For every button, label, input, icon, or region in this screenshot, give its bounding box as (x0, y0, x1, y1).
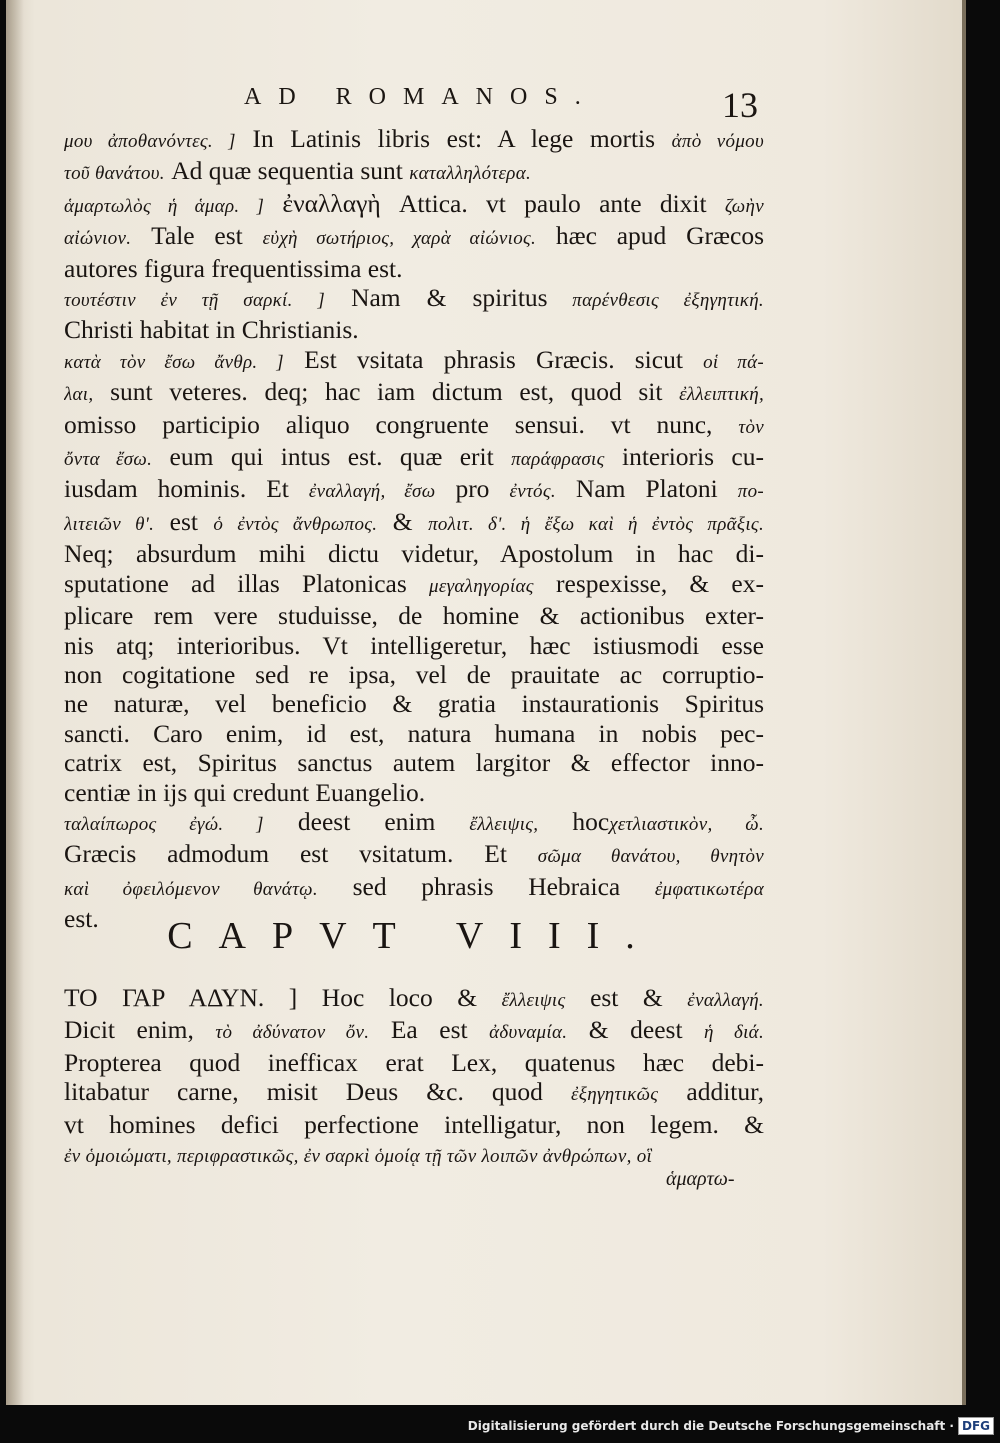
text-line (64, 1015, 764, 1047)
latin-text: ΤΟ ΓΑΡ ΑΔΥΝ. ] Hoc loco & (64, 983, 502, 1012)
latin-text: omisso participio aliquo congruente sensui. vt nunc, (64, 409, 739, 439)
latin-text: Nam & spiritus (325, 283, 548, 313)
latin-text: litabatur carne, misit Deus &c. quod (64, 1077, 572, 1107)
latin-text: Christi habitat in Christianis. (64, 315, 359, 345)
text-line (64, 839, 764, 871)
chapter-title: CAPVT VIII. (167, 915, 661, 957)
latin-text: hæc apud Græcos (536, 221, 764, 251)
latin-text: eum qui intus est. quæ erit (152, 442, 512, 472)
digitization-footer (468, 1415, 994, 1437)
text-line (64, 872, 764, 904)
page-number: 13 (722, 85, 758, 125)
latin-text: sunt veteres. deq; hac iam dictum est, quod sit (93, 377, 680, 407)
greek-text: τὸν (738, 416, 764, 438)
text-line (64, 689, 764, 718)
greek-text: χετλιαστικὸν, ὦ. (609, 813, 764, 835)
latin-text: ne naturæ, vel beneficio & gratia instaurationis Spiritus (64, 689, 764, 719)
dfg-logo: DFG (958, 1417, 994, 1435)
latin-text: Tale est (131, 221, 263, 251)
latin-text: iusdam hominis. Et (64, 474, 309, 504)
text-line (64, 601, 764, 630)
catchword: ἁμαρτω- (666, 1168, 735, 1190)
latin-text: vt homines defici perfectione intelligatur, non legem. & (64, 1109, 764, 1139)
latin-text: ἐναλλαγὴ Attica. vt paulo ante dixit (264, 188, 725, 218)
greek-text: λιτειῶν θ'. (64, 513, 155, 535)
latin-text: Propterea quod inefficax erat Lex, quatenus hæc debi- (64, 1047, 764, 1077)
latin-text: & deest (567, 1015, 705, 1045)
greek-text: κατὰ τὸν ἔσω ἄνθρ. ] (64, 351, 284, 373)
running-head: AD ROMANOS. (244, 84, 598, 110)
footer-credit: Digitalisierung gefördert durch die Deutsche Forschungsgemeinschaft · (467, 1419, 954, 1433)
latin-text: Ad quæ sequentia sunt (164, 156, 410, 186)
text-line (64, 345, 764, 377)
greek-text: ζωὴν (724, 195, 764, 217)
latin-text: respexisse, & ex- (533, 568, 764, 598)
latin-text: interioris cu- (604, 442, 764, 472)
latin-text: nis atq; interioribus. Vt intelligeretur, hæc istiusmodi esse (64, 630, 764, 660)
text-line (64, 474, 764, 506)
greek-text: παρένθεσις ἐξηγητική. (547, 290, 764, 312)
latin-text: & (377, 506, 429, 536)
text-line (64, 189, 764, 221)
text-line (64, 1048, 764, 1077)
latin-text: deest enim (263, 806, 470, 836)
latin-text: plicare rem vere studuisse, de homine & actionibus exter- (64, 601, 764, 631)
text-line (64, 1077, 764, 1109)
latin-text: autores figura frequentissima est. (64, 253, 403, 283)
text-line (64, 410, 764, 442)
text-line (64, 221, 764, 253)
latin-text: Nam Platoni (555, 474, 738, 504)
greek-text: καὶ ὀφειλόμενον θανάτῳ. (64, 878, 318, 900)
latin-text: catrix est, Spiritus sanctus autem largitor & effector inno- (64, 748, 764, 778)
greek-text: σῶμα θανάτου, θνητὸν (537, 846, 764, 868)
text-line (64, 124, 764, 156)
greek-text: ἀπὸ νόμου (671, 131, 764, 152)
latin-text: Ea est (369, 1015, 490, 1045)
text-line (64, 983, 764, 1015)
greek-text: πολιτ. δ'. ἡ ἔξω καὶ ἡ ἐντὸς πρᾶξις. (428, 513, 764, 535)
latin-text: est. (64, 904, 99, 934)
greek-text: ἐναλλαγή. (687, 990, 764, 1011)
text-line (64, 315, 764, 344)
latin-text: Est vsitata phrasis Græcis. sicut (283, 344, 704, 374)
gutter-shadow (6, 0, 24, 1405)
text-line (64, 778, 764, 807)
greek-text: καταλληλότερα. (409, 163, 532, 185)
text-line (64, 569, 764, 601)
greek-text: ἁμαρτωλὸς ἡ ἁμαρ. ] (64, 195, 265, 217)
latin-text: centiæ in ijs qui credunt Euangelio. (64, 777, 426, 807)
greek-text: ὄντα ἔσω. (64, 449, 153, 471)
greek-text: ἐντός. (509, 481, 556, 503)
book-page (6, 0, 966, 1405)
latin-text: est & (565, 983, 688, 1012)
latin-text: Neq; absurdum mihi dictu videtur, Apostolum in hac di- (64, 539, 764, 569)
latin-text: sed phrasis Hebraica (317, 871, 655, 901)
greek-text: μου ἀποθανόντες. ] (64, 131, 236, 152)
latin-text: hoc (538, 806, 610, 836)
greek-text: μεγαληγορίας (429, 575, 534, 597)
latin-text: Græcis admodum est vsitatum. Et (64, 839, 538, 869)
text-line (64, 719, 764, 748)
greek-text: ἐλλειπτική, (679, 384, 764, 406)
latin-text: In Latinis libris est: A lege mortis (235, 124, 672, 153)
greek-text: ἐναλλαγή, ἔσω (308, 481, 436, 503)
latin-text: non cogitatione sed re ipsa, vel de prauitate ac corruptio- (64, 659, 764, 689)
greek-text: ταλαίπωρος ἐγώ. ] (64, 813, 264, 835)
greek-text: ἡ διά. (704, 1022, 764, 1044)
text-line (64, 254, 764, 283)
greek-text: τουτέστιν ἐν τῇ σαρκί. ] (64, 290, 326, 312)
greek-text: εὐχὴ σωτήριος, χαρὰ αἰώνιος. (262, 228, 537, 250)
greek-text: τοῦ θανάτου. (64, 163, 165, 185)
text-line (64, 660, 764, 689)
greek-text: λαι, (64, 384, 94, 406)
latin-text: sputatione ad illas Platonicas (64, 568, 429, 598)
greek-text: παράφρασις (511, 449, 605, 471)
latin-text: sancti. Caro enim, id est, natura humana in nobis pec- (64, 718, 764, 748)
text-line (64, 1139, 764, 1171)
text-line (64, 377, 764, 409)
chapter-text-block (64, 983, 764, 1171)
text-line (64, 539, 764, 568)
text-line (64, 442, 764, 474)
latin-text: est (154, 506, 214, 536)
latin-text: Dicit enim, (64, 1015, 216, 1045)
greek-text: πο- (737, 481, 764, 503)
greek-text: τὸ ἀδύνατον ὄν. (215, 1022, 370, 1044)
text-line (64, 156, 764, 188)
text-line (64, 631, 764, 660)
greek-text: ἔλλειψις (501, 990, 566, 1011)
greek-text: ἐν ὁμοιώματι, περιφραστικῶς, ἐν σαρκὶ ὁμοίᾳ τῇ τῶν λοιπῶν ἀνθρώπων, οἳ (64, 1146, 653, 1168)
greek-text: ὁ ἐντὸς ἄνθρωπος. (213, 513, 378, 535)
main-text-block (64, 124, 764, 934)
latin-text: pro (435, 474, 510, 504)
text-line (64, 1110, 764, 1139)
text-line (64, 507, 764, 539)
latin-text: additur, (658, 1077, 764, 1107)
text-line (64, 748, 764, 777)
greek-text: ἔλλειψις, (469, 813, 539, 835)
text-line (64, 283, 764, 315)
greek-text: ἐξηγητικῶς (571, 1084, 659, 1106)
greek-text: ἀδυναμία. (489, 1022, 568, 1044)
greek-text: οἱ πά- (703, 351, 764, 373)
text-line (64, 807, 764, 839)
greek-text: αἰώνιον. (64, 228, 132, 250)
greek-text: ἐμφατικωτέρα (654, 878, 764, 900)
page-edge (962, 0, 966, 1405)
